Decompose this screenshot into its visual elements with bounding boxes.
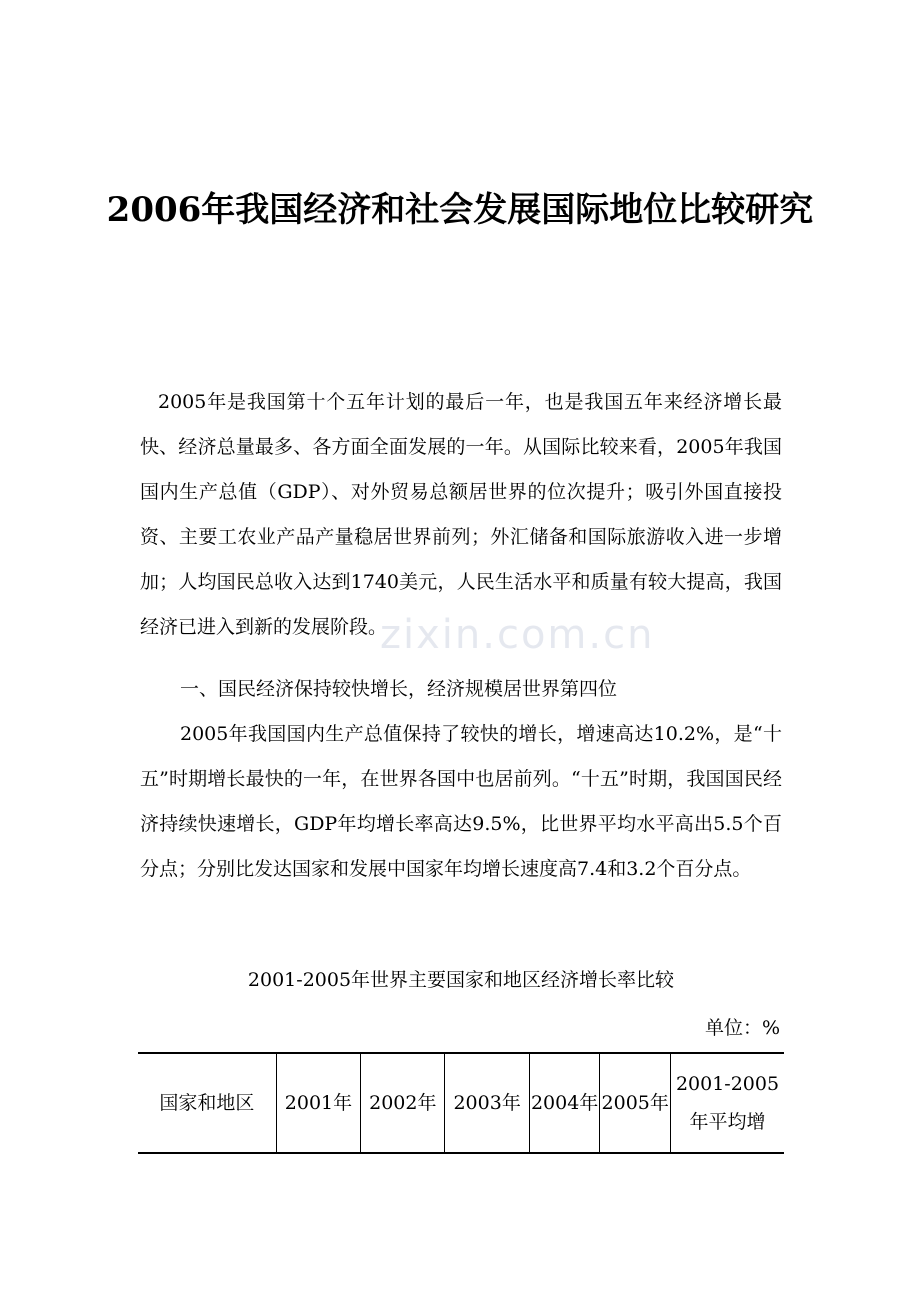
header-cell-2002: 2002年 — [361, 1053, 445, 1153]
section-heading: 一、国民经济保持较快增长，经济规模居世界第四位 — [180, 678, 618, 700]
header-cell-2005: 2005年 — [600, 1053, 671, 1153]
header-cell-2004: 2004年 — [529, 1053, 600, 1153]
header-cell-2003: 2003年 — [445, 1053, 529, 1153]
growth-rate-table — [138, 1052, 784, 1154]
table-unit-label: 单位：% — [704, 1017, 780, 1039]
table-caption: 2001-2005年世界主要国家和地区经济增长率比较 — [247, 969, 675, 991]
watermark: zixin.com.cn — [380, 612, 655, 658]
intro-paragraph: 2005年是我国第十个五年计划的最后一年，也是我国五年来经济增长最快、经济总量最多、各方面全面发展的一年。从国际比较来看，2005年我国国内生产总值（GDP）、对外贸易总额居世界的位次提升；吸引外国直接投资、主要工农业产品产量稳居世界前列；外汇储备和国际旅游收入进一步增加；人均国民总收入达到1740美元，人民生活水平和质量有较大提高，我国经济已进入到新的发展阶段。 — [140, 391, 782, 638]
header-cell-average: 2001-2005年平均增 — [671, 1053, 784, 1153]
header-cell-region: 国家和地区 — [138, 1053, 276, 1153]
section-paragraph: 2005年我国国内生产总值保持了较快的增长，增速高达10.2%，是“十五”时期增长最快的一年，在世界各国中也居前列。“十五”时期，我国国民经济持续快速增长，GDP年均增长率高达9.5%，比世界平均水平高出5.5个百分点；分别比发达国家和发展中国家年均增长速度高7.4和3.2个百分点。 — [140, 723, 782, 880]
table-header-row — [138, 1053, 784, 1153]
document-title: 2006年我国经济和社会发展国际地位比较研究 — [106, 190, 814, 230]
header-cell-2001: 2001年 — [276, 1053, 360, 1153]
